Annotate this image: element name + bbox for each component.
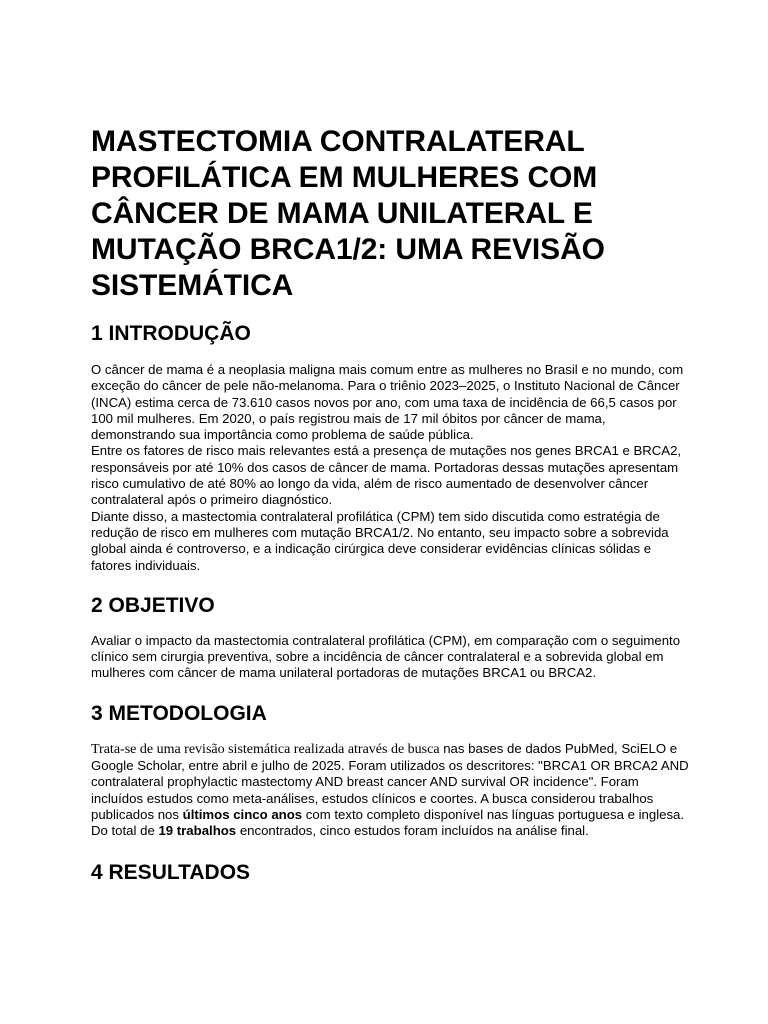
methodology-serif-lead: Trata-se de uma revisão sistemática realizada através de busca [91,741,440,757]
methodology-text-1: nas bases de dados PubMed, SciELO e Google Scholar, entre abril e julho de 2025. Foram utilizados os descritores: "BRCA1 OR BRCA2 AND contralateral prophylactic mastectomy AND breast cancer AND survival OR incidence". Foram incluídos estudos como meta-análises, estudos clínicos e coortes. A busca considerou trabalhos publicados nos [91,740,689,822]
section-heading-results: 4 RESULTADOS [91,860,251,884]
intro-paragraph-3: Diante disso, a mastectomia contralateral profilática (CPM) tem sido discutida como estratégia de redução de risco em mulheres com mutação BRCA1/2. No entanto, seu impacto sobre a sobrevida global ainda é controverso, e a indicação cirúrgica deve considerar evidências clínicas sólidas e fatores individuais. [91,508,669,573]
section-heading-introduction: 1 INTRODUÇÃO [91,322,251,345]
document-title: MASTECTOMIA CONTRALATERAL PROFILÁTICA EM MULHERES COM CÂNCER DE MAMA UNILATERAL E MUTAÇÃO BRCA1/2: UMA REVISÃO SISTEMÁTICA [91,125,605,302]
methodology-text-2: com texto completo disponível nas línguas portuguesa e inglesa. Do total de [91,806,685,839]
intro-paragraph-1: O câncer de mama é a neoplasia maligna mais comum entre as mulheres no Brasil e no mundo, com exceção do câncer de pele não-melanoma. Para o triênio 2023–2025, o Instituto Nacional de Câncer (INCA) estima cerca de 73.610 casos novos por ano, com uma taxa de incidência de 66,5 casos por 100 mil mulheres. Em 2020, o país registrou mais de 17 mil óbitos por câncer de mama, demonstrando sua importância como problema de saúde pública. [91,362,684,443]
methodology-paragraph [91,741,691,840]
objective-paragraph: Avaliar o impacto da mastectomia contralateral profilática (CPM), em comparação com o seguimento clínico sem cirurgia preventiva, sobre a incidência de câncer contralateral e a sobrevida global em mulheres com câncer de mama unilateral portadoras de mutações BRCA1 ou BRCA2. [91,632,681,681]
section-heading-objective: 2 OBJETIVO [91,593,215,617]
section-heading-methodology: 3 METODOLOGIA [91,701,267,725]
document-body [91,124,691,886]
methodology-bold-period: últimos cinco anos [182,806,303,822]
methodology-text-3: encontrados, cinco estudos foram incluídos na análise final. [236,823,589,839]
intro-paragraph-2: Entre os fatores de risco mais relevantes está a presença de mutações nos genes BRCA1 e BRCA2, responsáveis por até 10% dos casos de câncer de mama. Portadoras dessas mutações apresentam risco cumulativo de até 80% ao longo da vida, além de risco aumentado de desenvolver câncer contralateral após o primeiro diagnóstico. [91,443,682,508]
methodology-bold-count: 19 trabalhos [158,823,237,839]
